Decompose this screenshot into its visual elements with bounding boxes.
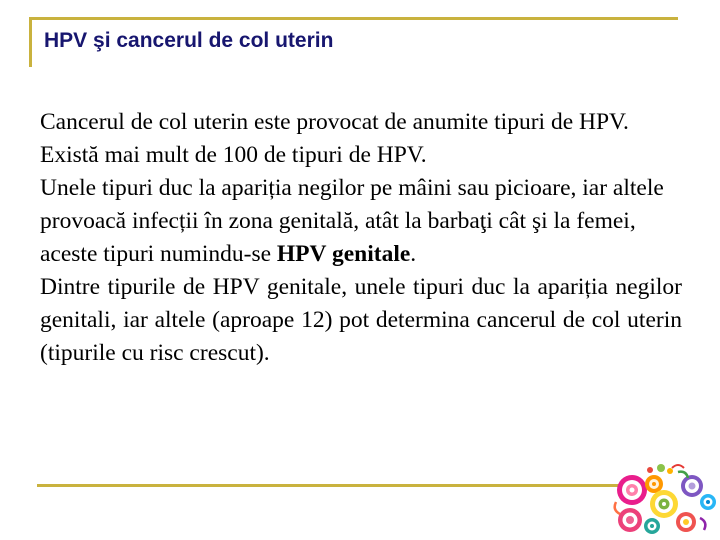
colorful-swirl-logo-icon bbox=[608, 462, 718, 538]
hpv-genitale-emphasis: HPV genitale bbox=[276, 241, 411, 267]
footer-divider-line bbox=[37, 484, 619, 487]
paragraph-4: Dintre tipurile de HPV genitale, unele tipuri duc la apariția negilor genitali, iar altele (aproape 12) pot determina cancerul de col uterin (tipurile cu risc crescut). bbox=[40, 274, 682, 366]
slide-title: HPV şi cancerul de col uterin bbox=[44, 29, 334, 52]
paragraph-3-text: Unele tipuri duc la apariția negilor pe mâini sau picioare, iar altele provoacă infecții în zona genitală, atât la barbaţi cât şi la femei, aceste tipuri numindu-se bbox=[40, 175, 664, 267]
title-frame-left-line bbox=[29, 17, 32, 67]
paragraph-2: Există mai mult de 100 de tipuri de HPV. bbox=[40, 142, 427, 168]
slide-body bbox=[40, 106, 682, 370]
paragraph-3-end: . bbox=[410, 241, 417, 267]
paragraph-3 bbox=[40, 172, 682, 271]
paragraph-1: Cancerul de col uterin este provocat de anumite tipuri de HPV. bbox=[40, 109, 629, 135]
title-frame-top-line bbox=[30, 17, 678, 20]
